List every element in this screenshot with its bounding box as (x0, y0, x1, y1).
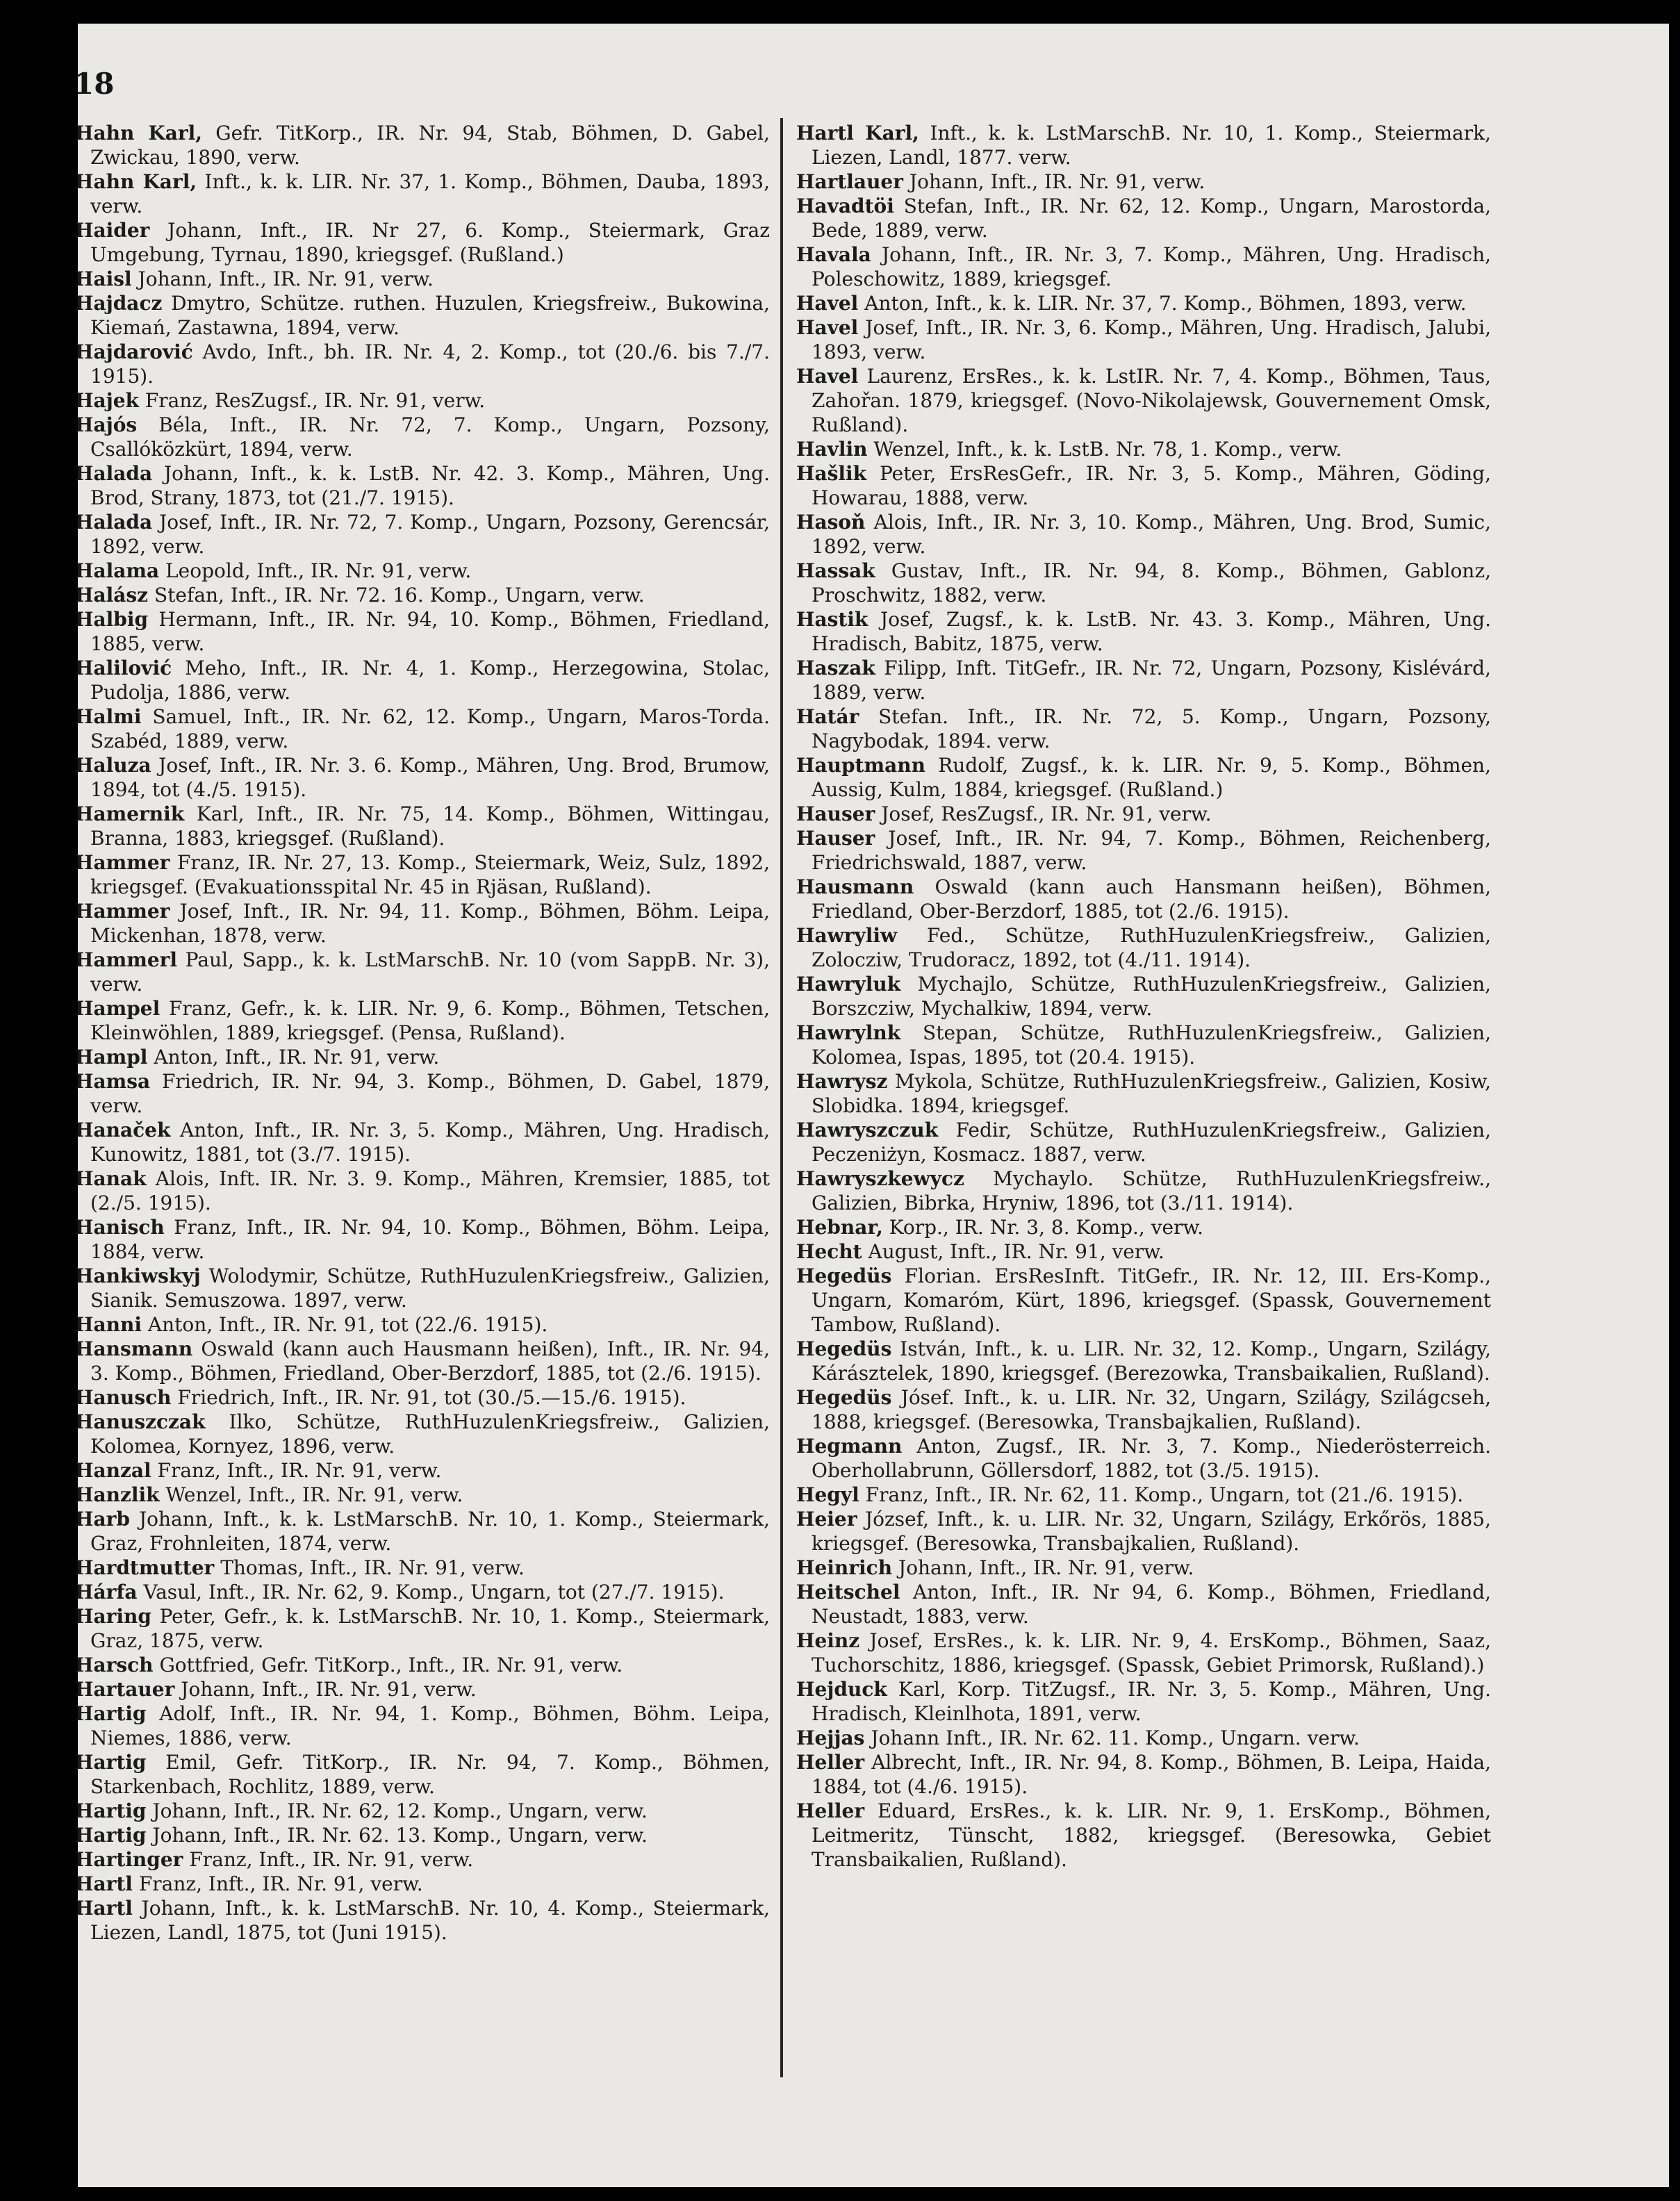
entry-details: Anton, Inft., k. k. LIR. Nr. 37, 7. Komp., Böhmen, 1893, verw. (864, 292, 1467, 315)
list-item (75, 461, 770, 510)
list-item (796, 753, 1491, 802)
list-item (75, 656, 770, 704)
list-item (75, 340, 770, 388)
entry-details: Peter, Gefr., k. k. LstMarschB. Nr. 10, 1. Komp., Steiermark, Graz, 1875, verw. (90, 1605, 770, 1652)
list-item (796, 704, 1491, 753)
right-column (796, 121, 1491, 1872)
entry-surname: Határ (796, 705, 859, 728)
list-item (75, 121, 770, 170)
entry-details: August, Inft., IR. Nr. 91, verw. (868, 1240, 1164, 1263)
entry-details: Josef, Zugsf., k. k. LstB. Nr. 43. 3. Komp., Mähren, Ung. Hradisch, Babitz, 1875, verw. (812, 608, 1491, 655)
entry-surname: Hawryliw (796, 924, 898, 947)
entry-details: Anton, Inft., IR. Nr 94, 6. Komp., Böhmen, Friedland, Neustadt, 1883, verw. (812, 1581, 1491, 1628)
list-item (75, 1556, 770, 1580)
entry-surname: Harsch (75, 1654, 154, 1676)
list-item (796, 194, 1491, 242)
list-item (796, 1483, 1491, 1507)
list-item (75, 1872, 770, 1896)
entry-details: Laurenz, ErsRes., k. k. LstIR. Nr. 7, 4. Komp., Böhmen, Taus, Zahořan. 1879, kriegsgef. (Novo-Nikolajewsk, Gouvernement Omsk, Rußland). (812, 365, 1491, 436)
entry-surname: Hajek (75, 389, 139, 412)
entry-details: Gottfried, Gefr. TitKorp., Inft., IR. Nr. 91, verw. (159, 1654, 623, 1676)
entry-surname: Haisl (75, 267, 132, 290)
entry-surname: Hanusch (75, 1386, 172, 1409)
entry-details: Samuel, Inft., IR. Nr. 62, 12. Komp., Ungarn, Maros-Torda. Szabéd, 1889, verw. (90, 705, 770, 752)
entry-details: Eduard, ErsRes., k. k. LIR. Nr. 9, 1. ErsKomp., Böhmen, Leitmeritz, Tünscht, 1882, kriegsgef. (Beresowka, Gebiet Transbaikalien, Rußland). (812, 1799, 1491, 1871)
entry-surname: Hanuszczak (75, 1410, 206, 1433)
entry-surname: Havel (796, 316, 859, 339)
entry-surname: Hanaček (75, 1119, 171, 1141)
list-item (75, 1847, 770, 1872)
entry-surname: Hegyl (796, 1483, 859, 1506)
entry-surname: Haider (75, 219, 150, 242)
list-item (75, 1653, 770, 1677)
entry-details: Franz, Inft., IR. Nr. 91, verw. (138, 1872, 423, 1895)
entry-surname: Heinrich (796, 1556, 893, 1579)
list-item (75, 267, 770, 291)
entry-details: Josef, ResZugsf., IR. Nr. 91, verw. (881, 802, 1212, 825)
entry-surname: Halada (75, 462, 153, 485)
list-item (796, 510, 1491, 559)
entry-surname: Hahn Karl, (75, 122, 202, 145)
list-item (796, 242, 1491, 291)
list-item (796, 1507, 1491, 1556)
list-item (796, 1580, 1491, 1629)
list-item (75, 1750, 770, 1799)
list-item (796, 875, 1491, 923)
list-item (75, 1483, 770, 1507)
entry-details: Johann, Inft., IR. Nr. 62. 13. Komp., Ungarn, verw. (152, 1824, 648, 1847)
entry-details: Oswald (kann auch Hansmann heißen), Böhmen, Friedland, Ober-Berzdorf, 1885, tot (2./6. 1915). (812, 875, 1491, 923)
list-item (75, 1896, 770, 1945)
entry-surname: Hawrylnk (796, 1021, 901, 1044)
list-item (75, 1167, 770, 1215)
list-item (796, 559, 1491, 607)
entry-details: Stefan. Inft., IR. Nr. 72, 5. Komp., Ungarn, Pozsony, Nagybodak, 1894. verw. (812, 705, 1491, 752)
entry-surname: Hanzal (75, 1459, 151, 1482)
entry-details: Jósef. Inft., k. u. LIR. Nr. 32, Ungarn, Szilágy, Szilágcseh, 1888, kriegsgef. (Beresowka, Transbajkalien, Rußland). (812, 1386, 1491, 1433)
entry-details: Anton, Zugsf., IR. Nr. 3, 7. Komp., Niederösterreich. Oberhollabrunn, Göllersdorf, 1882, tot (3./5. 1915). (812, 1435, 1492, 1482)
entry-surname: Hamsa (75, 1070, 151, 1093)
list-item (796, 291, 1491, 315)
entry-details: Josef, Inft., IR. Nr. 94, 11. Komp., Böhmen, Böhm. Leipa, Mickenhan, 1878, verw. (90, 900, 770, 947)
list-item (75, 607, 770, 656)
list-item (75, 1458, 770, 1483)
entry-details: Johann, Inft., IR. Nr 27, 6. Komp., Steiermark, Graz Umgebung, Tyrnau, 1890, kriegsgef. (Rußland.) (90, 219, 770, 266)
entry-surname: Halada (75, 511, 153, 534)
entry-details: Johann, Inft., IR. Nr. 91, verw. (909, 170, 1205, 193)
entry-details: Franz, Inft., IR. Nr. 94, 10. Komp., Böhmen, Böhm. Leipa, 1884, verw. (90, 1216, 770, 1263)
list-item (75, 1507, 770, 1556)
list-item (75, 802, 770, 850)
list-item (75, 559, 770, 583)
entry-surname: Hawryluk (796, 973, 901, 996)
entry-surname: Havel (796, 365, 859, 388)
list-item (75, 218, 770, 267)
list-item (75, 510, 770, 559)
list-item (796, 121, 1491, 170)
entry-details: István, Inft., k. u. LIR. Nr. 32, 12. Komp., Ungarn, Szilágy, Kárásztelek, 1890, kriegsgef. (Berezowka, Transbaikalien, Rußland). (812, 1337, 1492, 1385)
left-column (75, 121, 770, 1945)
entry-details: Franz, Inft., IR. Nr. 91, verw. (157, 1459, 442, 1482)
list-item (75, 948, 770, 996)
list-item (75, 413, 770, 461)
entry-surname: Hastik (796, 608, 868, 631)
list-item (75, 1385, 770, 1410)
list-item (75, 1823, 770, 1847)
entry-surname: Hampl (75, 1046, 148, 1069)
list-item (75, 1410, 770, 1458)
entry-details: Karl, Inft., IR. Nr. 75, 14. Komp., Böhmen, Wittingau, Branna, 1883, kriegsgef. (Rußland). (90, 802, 771, 850)
entry-surname: Hammer (75, 900, 170, 923)
entry-details: Friedrich, IR. Nr. 94, 3. Komp., Böhmen, D. Gabel, 1879, verw. (90, 1070, 770, 1117)
list-item (796, 1799, 1491, 1872)
entry-details: Thomas, Inft., IR. Nr. 91, verw. (220, 1556, 525, 1579)
list-item (796, 826, 1491, 875)
list-item (75, 388, 770, 413)
entry-surname: Hecht (796, 1240, 862, 1263)
entry-details: Johann Inft., IR. Nr. 62. 11. Komp., Ungarn. verw. (871, 1726, 1360, 1749)
entry-details: Emil, Gefr. TitKorp., IR. Nr. 94, 7. Komp., Böhmen, Starkenbach, Rochlitz, 1889, verw. (90, 1751, 770, 1798)
entry-details: Peter, ErsResGefr., IR. Nr. 3, 5. Komp., Mähren, Göding, Howarau, 1888, verw. (812, 462, 1491, 509)
entry-surname: Hartauer (75, 1678, 175, 1701)
list-item (796, 1239, 1491, 1264)
entry-details: József, Inft., k. u. LIR. Nr. 32, Ungarn, Szilágy, Erkőrös, 1885, kriegsgef. (Beresowka, Transbajkalien, Rußland). (812, 1508, 1491, 1555)
entry-details: Franz, IR. Nr. 27, 13. Komp., Steiermark, Weiz, Sulz, 1892, kriegsgef. (Evakuationsspital Nr. 45 in Rjäsan, Rußland). (90, 851, 771, 898)
entry-details: Josef, Inft., IR. Nr. 3, 6. Komp., Mähren, Ung. Hradisch, Jalubi, 1893, verw. (812, 316, 1491, 363)
entry-surname: Hajós (75, 413, 138, 436)
list-item (75, 1604, 770, 1653)
list-item (796, 607, 1491, 656)
entry-details: Leopold, Inft., IR. Nr. 91, verw. (165, 559, 472, 582)
entry-details: Vasul, Inft., IR. Nr. 62, 9. Komp., Ungarn, tot (27./7. 1915). (143, 1581, 725, 1604)
entry-surname: Hanak (75, 1167, 147, 1190)
entry-surname: Halász (75, 584, 149, 607)
entry-details: Johann, Inft., k. k. LstB. Nr. 42. 3. Komp., Mähren, Ung. Brod, Strany, 1873, tot (21./7. 1915). (90, 462, 770, 509)
entry-details: Meho, Inft., IR. Nr. 4, 1. Komp., Herzegowina, Stolac, Pudolja, 1886, verw. (90, 657, 770, 704)
list-item (796, 1434, 1491, 1483)
entry-surname: Heier (796, 1508, 857, 1531)
entry-details: Mykola, Schütze, RuthHuzulenKriegsfreiw., Galizien, Kosiw, Slobidka. 1894, kriegsgef. (812, 1070, 1491, 1117)
entry-details: Adolf, Inft., IR. Nr. 94, 1. Komp., Böhmen, Böhm. Leipa, Niemes, 1886, verw. (90, 1702, 770, 1749)
entry-details: Josef, Inft., IR. Nr. 3. 6. Komp., Mähren, Ung. Brod, Brumow, 1894, tot (4./5. 1915). (90, 754, 770, 801)
entry-surname: Havala (796, 243, 871, 266)
list-item (75, 850, 770, 899)
list-item (796, 802, 1491, 826)
list-item (75, 1337, 770, 1385)
entry-surname: Haring (75, 1605, 151, 1628)
entry-details: Stefan, Inft., IR. Nr. 62, 12. Komp., Ungarn, Marostorda, Bede, 1889, verw. (812, 195, 1491, 242)
entry-details: Korp., IR. Nr. 3, 8. Komp., verw. (889, 1216, 1204, 1239)
entry-surname: Hanzlik (75, 1483, 160, 1506)
list-item (75, 1264, 770, 1312)
entry-surname: Hegedüs (796, 1264, 892, 1287)
entry-details: Fedir, Schütze, RuthHuzulenKriegsfreiw., Galizien, Peczeniżyn, Kosmacz. 1887, verw. (812, 1119, 1491, 1166)
entry-details: Florian. ErsResInft. TitGefr., IR. Nr. 12, III. Ers-Komp., Ungarn, Komaróm, Kürt, 1896, kriegsgef. (Spassk, Gouvernement Tambow, Rußland). (812, 1264, 1491, 1336)
entry-surname: Hauser (796, 802, 875, 825)
entry-surname: Hartlauer (796, 170, 903, 193)
entry-details: Hermann, Inft., IR. Nr. 94, 10. Komp., Böhmen, Friedland, 1885, verw. (90, 608, 770, 655)
entry-details: Gustav, Inft., IR. Nr. 94, 8. Komp., Böhmen, Gablonz, Proschwitz, 1882, verw. (812, 559, 1491, 607)
list-item (75, 1701, 770, 1750)
list-item (75, 753, 770, 802)
entry-details: Béla, Inft., IR. Nr. 72, 7. Komp., Ungarn, Pozsony, Csallóközkürt, 1894, verw. (90, 413, 771, 461)
entry-surname: Hawrysz (796, 1070, 888, 1093)
entry-surname: Hartl (75, 1897, 133, 1920)
entry-details: Paul, Sapp., k. k. LstMarschB. Nr. 10 (vom SappB. Nr. 3), verw. (90, 948, 771, 996)
list-item (75, 1580, 770, 1604)
entry-surname: Hammerl (75, 948, 178, 971)
entry-details: Oswald (kann auch Hausmann heißen), Inft., IR. Nr. 94, 3. Komp., Böhmen, Friedland, Ober-Berzdorf, 1885, tot (2./6. 1915). (90, 1337, 770, 1385)
entry-surname: Hartig (75, 1824, 147, 1847)
entry-details: Mychaylo. Schütze, RuthHuzulenKriegsfreiw., Galizien, Bibrka, Hryniw, 1896, tot (3./11. 1914). (812, 1167, 1491, 1214)
entry-details: Josef, ErsRes., k. k. LIR. Nr. 9, 4. ErsKomp., Böhmen, Saaz, Tuchorschitz, 1886, kriegsgef. (Spassk, Gebiet Primorsk, Rußland).) (812, 1629, 1491, 1676)
entry-surname: Harb (75, 1508, 130, 1531)
entry-surname: Havadtöi (796, 195, 894, 217)
entry-details: Filipp, Inft. TitGefr., IR. Nr. 72, Ungarn, Pozsony, Kislévárd, 1889, verw. (812, 657, 1491, 704)
list-item (796, 1556, 1491, 1580)
entry-surname: Hanisch (75, 1216, 165, 1239)
entry-details: Alois, Inft., IR. Nr. 3, 10. Komp., Mähren, Ung. Brod, Sumic, 1892, verw. (812, 511, 1491, 558)
entry-surname: Hardtmutter (75, 1556, 215, 1579)
entry-details: Johann, Inft., k. k. LstMarschB. Nr. 10, 4. Komp., Steiermark, Liezen, Landl, 1875, tot (Juni 1915). (90, 1897, 770, 1944)
list-item (75, 1069, 770, 1118)
entry-surname: Heller (796, 1751, 865, 1774)
list-item (796, 364, 1491, 437)
entry-surname: Hassak (796, 559, 875, 582)
entry-details: Josef, Inft., IR. Nr. 72, 7. Komp., Ungarn, Pozsony, Gerencsár, 1892, verw. (90, 511, 771, 558)
entry-surname: Halmi (75, 705, 142, 728)
entry-details: Mychajlo, Schütze, RuthHuzulenKriegsfreiw., Galizien, Borszcziw, Mychalkiw, 1894, verw. (812, 973, 1491, 1020)
entry-surname: Halilović (75, 657, 172, 679)
entry-details: Avdo, Inft., bh. IR. Nr. 4, 2. Komp., tot (20./6. bis 7./7. 1915). (90, 340, 770, 388)
entry-details: Johann, Inft., k. k. LstMarschB. Nr. 10, 1. Komp., Steiermark, Graz, Frohnleiten, 1874, verw. (90, 1508, 771, 1555)
entry-details: Stefan, Inft., IR. Nr. 72. 16. Komp., Ungarn, verw. (154, 584, 645, 607)
list-item (796, 1677, 1491, 1726)
entry-details: Karl, Korp. TitZugsf., IR. Nr. 3, 5. Komp., Mähren, Ung. Hradisch, Kleinlhota, 1891, verw. (812, 1678, 1491, 1725)
page-number: 18 (74, 67, 115, 101)
entry-details: Fed., Schütze, RuthHuzulenKriegsfreiw., Galizien, Zolocziw, Trudoracz, 1892, tot (4./11. 1914). (812, 924, 1492, 971)
list-item (796, 1264, 1491, 1337)
entry-surname: Hankiwskyj (75, 1264, 201, 1287)
list-item (796, 437, 1491, 461)
entry-surname: Halama (75, 559, 160, 582)
list-item (796, 1750, 1491, 1799)
entry-details: Stepan, Schütze, RuthHuzulenKriegsfreiw., Galizien, Kolomea, Ispas, 1895, tot (20.4. 1915). (812, 1021, 1491, 1069)
list-item (796, 656, 1491, 704)
list-item (75, 1799, 770, 1823)
entry-surname: Hárfa (75, 1581, 138, 1604)
entry-details: Anton, Inft., IR. Nr. 3, 5. Komp., Mähren, Ung. Hradisch, Kunowitz, 1881, tot (3./7. 1915). (90, 1119, 770, 1166)
entry-details: Johann, Inft., IR. Nr. 3, 7. Komp., Mähren, Ung. Hradisch, Poleschowitz, 1889, kriegsgef. (812, 243, 1492, 290)
list-item (796, 1021, 1491, 1069)
list-item (796, 1167, 1491, 1215)
entry-details: Friedrich, Inft., IR. Nr. 91, tot (30./5.—15./6. 1915). (177, 1386, 686, 1409)
list-item (75, 170, 770, 218)
list-item (796, 170, 1491, 194)
entry-surname: Heller (796, 1799, 865, 1822)
entry-details: Wenzel, Inft., IR. Nr. 91, verw. (165, 1483, 463, 1506)
entry-surname: Hasoň (796, 511, 866, 534)
entry-details: Inft., k. k. LIR. Nr. 37, 1. Komp., Böhmen, Dauba, 1893, verw. (90, 170, 770, 217)
entry-details: Franz, ResZugsf., IR. Nr. 91, verw. (145, 389, 486, 412)
list-item (796, 923, 1491, 972)
entry-surname: Hašlik (796, 462, 867, 485)
list-item (75, 291, 770, 340)
entry-surname: Hamernik (75, 802, 185, 825)
list-item (796, 1385, 1491, 1434)
list-item (796, 1069, 1491, 1118)
entry-details: Franz, Inft., IR. Nr. 91, verw. (189, 1848, 474, 1871)
entry-surname: Hejduck (796, 1678, 887, 1701)
list-item (75, 996, 770, 1045)
list-item (75, 1118, 770, 1167)
entry-details: Gefr. TitKorp., IR. Nr. 94, Stab, Böhmen, D. Gabel, Zwickau, 1890, verw. (90, 122, 770, 169)
entry-surname: Hawryszczuk (796, 1119, 939, 1141)
list-item (796, 315, 1491, 364)
list-item (75, 1312, 770, 1337)
entry-surname: Hartig (75, 1702, 147, 1725)
entry-details: Inft., k. k. LstMarschB. Nr. 10, 1. Komp., Steiermark, Liezen, Landl, 1877. verw. (812, 122, 1491, 169)
entry-details: Johann, Inft., IR. Nr. 62, 12. Komp., Ungarn, verw. (152, 1799, 648, 1822)
entry-details: Ilko, Schütze, RuthHuzulenKriegsfreiw., Galizien, Kolomea, Kornyez, 1896, verw. (90, 1410, 770, 1458)
entry-details: Dmytro, Schütze. ruthen. Huzulen, Kriegsfreiw., Bukowina, Kiemań, Zastawna, 1894, verw. (90, 292, 771, 339)
entry-surname: Hawryszkewycz (796, 1167, 964, 1190)
list-item (796, 1629, 1491, 1677)
entry-surname: Hejjas (796, 1726, 865, 1749)
entry-surname: Hegmann (796, 1435, 903, 1458)
entry-details: Johann, Inft., IR. Nr. 91, verw. (181, 1678, 477, 1701)
entry-surname: Hebnar, (796, 1216, 883, 1239)
entry-details: Albrecht, Inft., IR. Nr. 94, 8. Komp., Böhmen, B. Leipa, Haida, 1884, tot (4./6. 1915). (812, 1751, 1491, 1798)
entry-surname: Hartl Karl, (796, 122, 919, 145)
entry-details: Alois, Inft. IR. Nr. 3. 9. Komp., Mähren, Kremsier, 1885, tot (2./5. 1915). (90, 1167, 771, 1214)
entry-surname: Halbig (75, 608, 149, 631)
entry-surname: Hahn Karl, (75, 170, 197, 193)
entry-surname: Havel (796, 292, 859, 315)
entry-surname: Hartig (75, 1751, 147, 1774)
list-item (75, 1677, 770, 1701)
entry-details: Franz, Inft., IR. Nr. 62, 11. Komp., Ungarn, tot (21./6. 1915). (865, 1483, 1464, 1506)
list-item (796, 1118, 1491, 1167)
entry-details: Franz, Gefr., k. k. LIR. Nr. 9, 6. Komp., Böhmen, Tetschen, Kleinwöhlen, 1889, kriegsgef. (Pensa, Rußland). (90, 997, 770, 1044)
entry-surname: Hampel (75, 997, 160, 1020)
column-divider (780, 118, 783, 2077)
entry-surname: Hajdarović (75, 340, 193, 363)
entry-details: Johann, Inft., IR. Nr. 91, verw. (898, 1556, 1194, 1579)
list-item (796, 1215, 1491, 1239)
entry-surname: Hausmann (796, 875, 914, 898)
entry-surname: Haluza (75, 754, 151, 777)
entry-surname: Heinz (796, 1629, 860, 1652)
entry-details: Anton, Inft., IR. Nr. 91, tot (22./6. 1915). (147, 1313, 548, 1336)
entry-details: Wolodymir, Schütze, RuthHuzulenKriegsfreiw., Galizien, Sianik. Semuszowa. 1897, verw. (90, 1264, 771, 1312)
entry-details: Rudolf, Zugsf., k. k. LIR. Nr. 9, 5. Komp., Böhmen, Aussig, Kulm, 1884, kriegsgef. (Rußland.) (812, 754, 1491, 801)
entry-surname: Hartl (75, 1872, 133, 1895)
entry-surname: Hammer (75, 851, 170, 874)
entry-surname: Hartinger (75, 1848, 183, 1871)
list-item (796, 1726, 1491, 1750)
entry-details: Wenzel, Inft., k. k. LstB. Nr. 78, 1. Komp., verw. (873, 438, 1342, 461)
entry-surname: Hartig (75, 1799, 147, 1822)
entry-surname: Hegedüs (796, 1386, 892, 1409)
entry-surname: Hansmann (75, 1337, 193, 1360)
entry-details: Anton, Inft., IR. Nr. 91, verw. (154, 1046, 440, 1069)
entry-surname: Haszak (796, 657, 875, 679)
entry-surname: Hegedüs (796, 1337, 892, 1360)
entry-surname: Hajdacz (75, 292, 163, 315)
list-item (796, 972, 1491, 1021)
list-item (796, 461, 1491, 510)
entry-details: Johann, Inft., IR. Nr. 91, verw. (138, 267, 434, 290)
list-item (796, 1337, 1491, 1385)
entry-details: Josef, Inft., IR. Nr. 94, 7. Komp., Böhmen, Reichenberg, Friedrichswald, 1887, verw. (812, 827, 1492, 874)
entry-surname: Hanni (75, 1313, 142, 1336)
entry-surname: Hauser (796, 827, 875, 850)
list-item (75, 1045, 770, 1069)
entry-surname: Havlin (796, 438, 868, 461)
entry-surname: Heitschel (796, 1581, 900, 1604)
list-item (75, 1215, 770, 1264)
list-item (75, 704, 770, 753)
list-item (75, 899, 770, 948)
entry-surname: Hauptmann (796, 754, 925, 777)
list-item (75, 583, 770, 607)
